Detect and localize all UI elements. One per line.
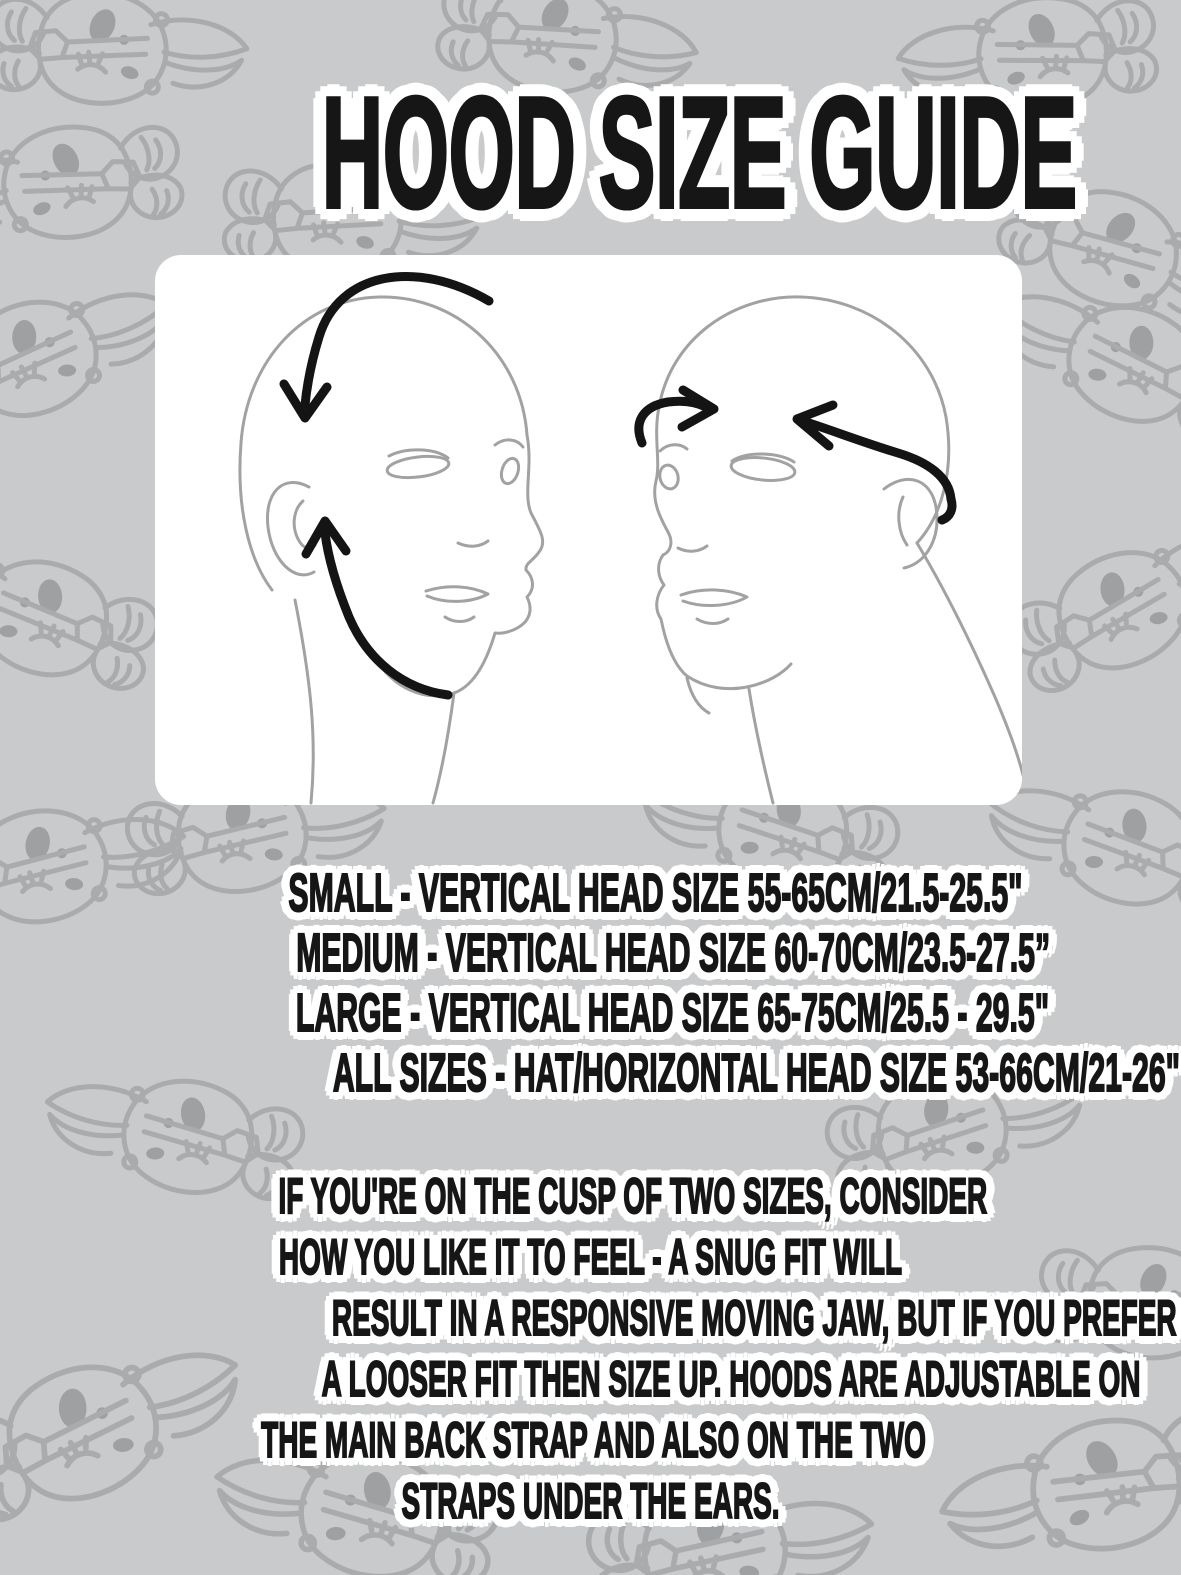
measurement-diagram-panel: [155, 255, 1022, 805]
note-line: HOW YOU LIKE IT TO FEEL - A SNUG FIT WILL: [278, 1229, 903, 1285]
vertical-measure-arrow-icon: [284, 277, 489, 696]
horizontal-measure-arrow-icon: [639, 390, 952, 520]
page-title-text: HOOD SIZE GUIDE: [321, 65, 1077, 241]
page-title: [0, 65, 1181, 283]
note-line: STRAPS UNDER THE EARS.: [401, 1473, 780, 1529]
note-line: A LOOSER FIT THEN SIZE UP. HOODS ARE ADJUSTABLE ON: [321, 1351, 1141, 1407]
note-line: THE MAIN BACK STRAP AND ALSO ON THE TWO: [261, 1412, 926, 1468]
head-measurement-diagram: [155, 255, 1022, 805]
fit-note: [0, 1166, 1181, 1532]
size-line-small: SMALL - VERTICAL HEAD SIZE 55-65CM/21.5-25.5": [288, 863, 1023, 923]
note-line: IF YOU'RE ON THE CUSP OF TWO SIZES, CONSIDER: [278, 1168, 988, 1224]
size-list: [0, 863, 1181, 1103]
note-line: RESULT IN A RESPONSIVE MOVING JAW, BUT IF YOU PREFER: [331, 1290, 1177, 1346]
right-head-figure: [655, 297, 1022, 803]
size-line-medium: MEDIUM - VERTICAL HEAD SIZE 60-70CM/23.5-27.5”: [296, 923, 1051, 983]
size-line-large: LARGE - VERTICAL HEAD SIZE 65-75CM/25.5 - 29.5": [295, 983, 1050, 1043]
size-line-all-sizes: ALL SIZES - HAT/HORIZONTAL HEAD SIZE 53-66CM/21-26": [332, 1043, 1181, 1103]
left-head-figure: [240, 297, 543, 803]
